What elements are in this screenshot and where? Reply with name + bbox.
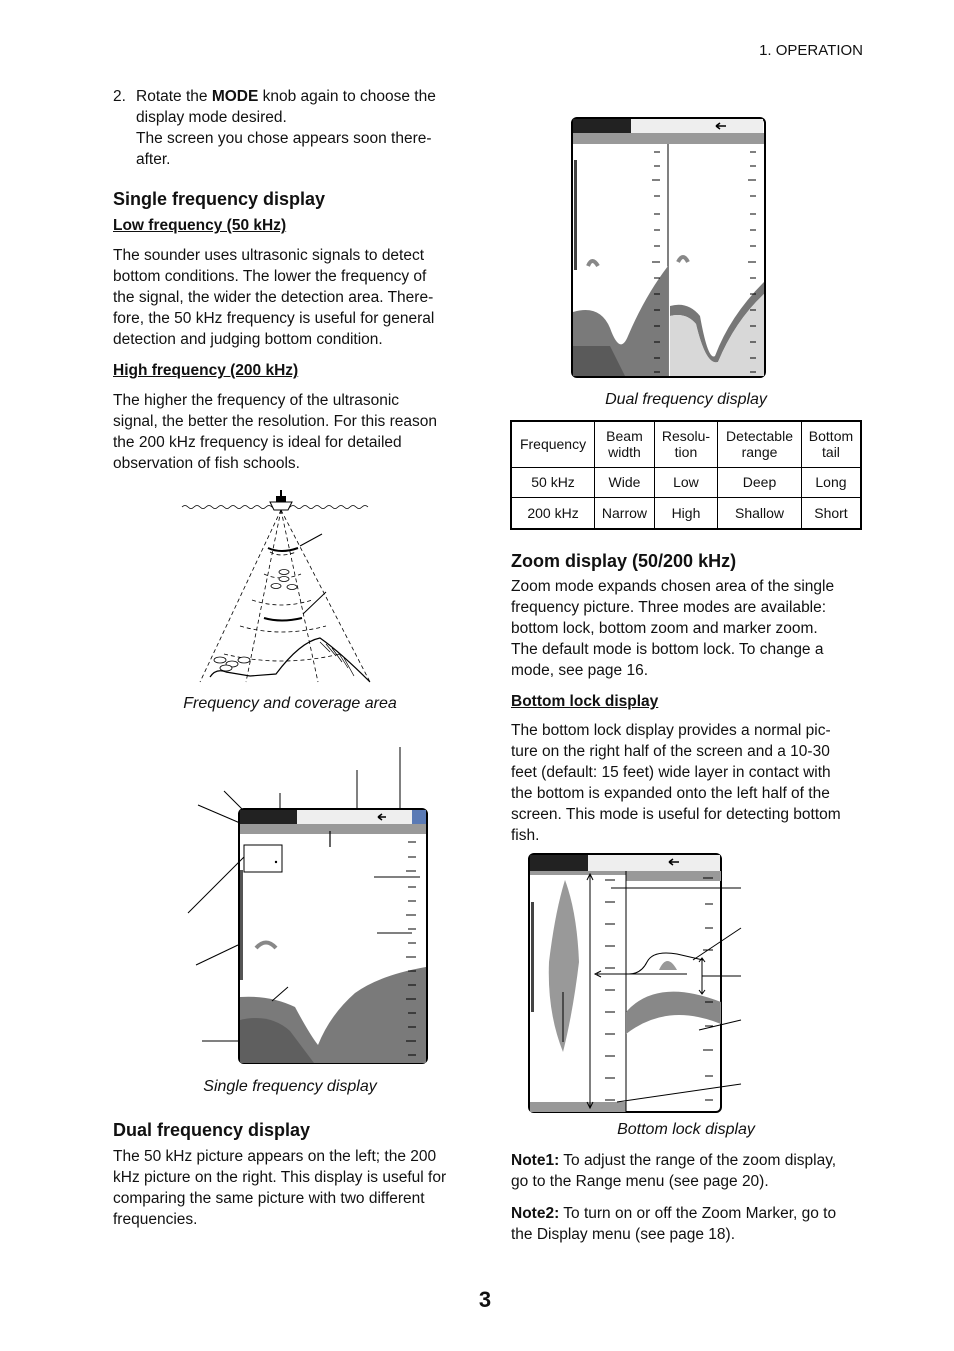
coverage-area-figure [180,482,380,686]
table-header-cell: Bottom tail [801,421,861,467]
note-label: Note1: [511,1152,560,1169]
table-cell: High [654,498,717,529]
frequency-comparison-table [510,420,862,530]
high-frequency-paragraph: The higher the frequency of the ultrasonic signal, the better the resolution. For this reason the 200 kHz frequency is ideal for detailed observation of fish schools. [113,392,437,472]
table-row [511,498,861,529]
figure-caption-dual: Dual frequency display [605,391,767,408]
table-cell: Low [654,467,717,498]
bottom-lock-screen [527,852,747,1116]
subheading-bottom-lock: Bottom lock display [511,693,659,710]
table-cell: 50 kHz [511,467,595,498]
section-heading-zoom: Zoom display (50/200 kHz) [511,551,737,571]
single-frequency-screen [180,745,430,1067]
table-cell: 200 kHz [511,498,595,529]
note-2: Note2: To turn on or off the Zoom Marker, go to the Display menu (see page 18). [511,1205,837,1243]
table-header-cell: Detectable range [718,421,802,467]
table-cell: Shallow [718,498,802,529]
table-header-cell: Frequency [511,421,595,467]
note-1: Note1: To adjust the range of the zoom display, go to the Range menu (see page 20). [511,1152,837,1190]
step-text: after. [136,151,171,168]
subheading-high-frequency: High frequency (200 kHz) [113,362,299,379]
table-cell: Narrow [595,498,655,529]
figure-caption-single: Single frequency display [203,1078,377,1095]
table-cell: Long [801,467,861,498]
step-2 [113,86,473,170]
table-cell: Short [801,498,861,529]
zoom-paragraph: Zoom mode expands chosen area of the single frequency picture. Three modes are available: bottom lock, bottom zoom and marker zoom. The default mode is bottom lock. To change a mode, see page 16. [511,578,835,679]
step-text: knob again to choose the [258,88,436,105]
bottom-lock-paragraph: The bottom lock display provides a normal pic- ture on the right half of the screen and a 10-30 feet (default: 15 feet) wide layer in contact with the bottom is expanded onto the left half of the screen. This mode is useful for detecting bottom fish. [511,722,841,844]
low-frequency-paragraph: The sounder uses ultrasonic signals to detect bottom conditions. The lower the frequency of the signal, the wider the detection area. There- fore, the 50 kHz frequency is useful for general detection and judging bottom condition. [113,247,435,348]
table-cell: Wide [595,467,655,498]
subheading-low-frequency: Low frequency (50 kHz) [113,217,287,234]
table-header-cell: Beam width [595,421,655,467]
step-text: display mode desired. [136,109,287,126]
dual-frequency-screen [570,116,768,380]
table-row [511,467,861,498]
section-heading-single: Single frequency display [113,189,326,209]
table-cell: Deep [718,467,802,498]
step-number: 2. [113,88,126,105]
mode-knob-label: MODE [211,88,259,105]
dual-frequency-paragraph: The 50 kHz picture appears on the left; the 200 kHz picture on the right. This display is useful for comparing the same picture with two different frequencies. [113,1148,447,1228]
step-text: Rotate the [136,88,212,105]
table-header-cell: Resolu- tion [654,421,717,467]
page-number: 3 [478,1287,492,1312]
figure-caption-coverage: Frequency and coverage area [183,695,397,712]
boat-icon [270,490,292,510]
table-header-row [511,421,861,467]
section-heading-dual: Dual frequency display [113,1120,311,1140]
note-label: Note2: [511,1205,560,1222]
running-header: 1. OPERATION [759,42,863,59]
figure-caption-bottom-lock: Bottom lock display [617,1121,755,1138]
step-text: The screen you chose appears soon there- [136,130,432,147]
